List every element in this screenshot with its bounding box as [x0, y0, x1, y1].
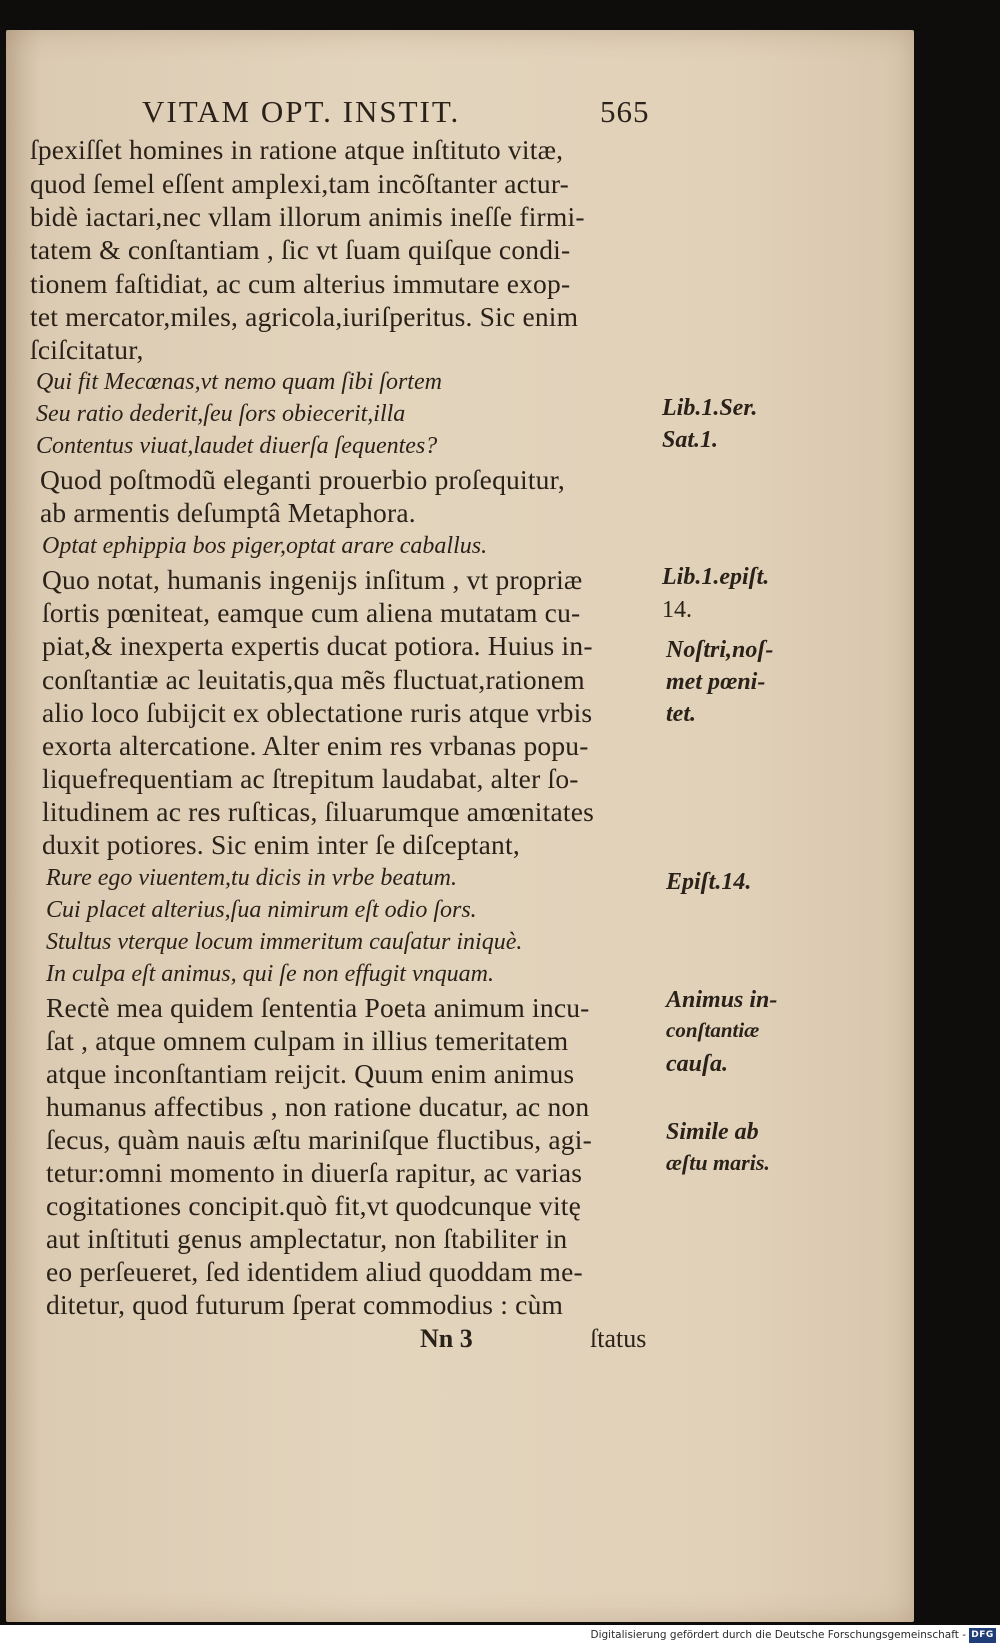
body-line: Rectè mea quidem ſententia Poeta animum incu-	[46, 992, 590, 1023]
verse-line: Stultus vterque locum immeritum cauſatur iniquè.	[46, 929, 523, 955]
body-line: atque inconſtantiam reijcit. Quum enim animus	[46, 1058, 575, 1089]
margin-note: met pœni-	[666, 669, 766, 695]
body-line: piat,& inexperta expertis ducat potiora. Huius in-	[42, 630, 593, 661]
margin-note: tet.	[666, 701, 696, 727]
body-line: ditetur, quod futurum ſperat commodius : cùm	[46, 1289, 564, 1320]
margin-note: Noſtri,noſ-	[666, 637, 774, 663]
margin-note: Simile ab	[666, 1119, 759, 1145]
margin-note: conſtantiæ	[666, 1018, 760, 1042]
body-line: exorta altercatione. Alter enim res vrbanas popu-	[42, 730, 589, 761]
verse-line: Contentus viuat,laudet diuerſa ſequentes?	[36, 433, 438, 459]
funding-notice: Digitalisierung gefördert durch die Deutsche Forschungsgemeinschaft -	[590, 1629, 966, 1641]
body-line: quod ſemel eſſent amplexi,tam incõſtanter actur-	[30, 168, 569, 199]
margin-note: cauſa.	[666, 1051, 728, 1077]
margin-note: Lib.1.Ser.	[662, 395, 758, 421]
book-page	[6, 30, 914, 1622]
verse-line: Rure ego viuentem,tu dicis in vrbe beatum.	[46, 865, 457, 891]
body-line: ſecus, quàm nauis æſtu mariniſque fluctibus, agi-	[46, 1124, 592, 1155]
verse-line: Seu ratio dederit,ſeu ſors obiecerit,illa	[36, 401, 406, 427]
body-line: ſortis pœniteat, eamque cum aliena mutatam cu-	[42, 597, 581, 628]
body-line: tet mercator,miles, agricola,iuriſperitus. Sic enim	[30, 301, 579, 332]
body-line: liquefrequentiam ac ſtrepitum laudabat, alter ſo-	[42, 763, 579, 794]
margin-note: Sat.1.	[662, 427, 719, 453]
verse-line: Optat ephippia bos piger,optat arare caballus.	[42, 533, 488, 559]
body-line: Quod poſtmodũ eleganti prouerbio proſequitur,	[40, 464, 565, 495]
body-line: tatem & conſtantiam , ſic vt ſuam quiſque condi-	[30, 234, 571, 265]
body-line: conſtantiæ ac leuitatis,qua mẽs fluctuat,rationem	[42, 664, 585, 695]
body-line: ab armentis deſumptâ Metaphora.	[40, 497, 416, 528]
body-line: duxit potiores. Sic enim inter ſe diſceptant,	[42, 829, 520, 860]
verse-line: Cui placet alterius,ſua nimirum eſt odio ſors.	[46, 897, 477, 923]
dfg-logo: DFG	[969, 1628, 996, 1643]
margin-note: æſtu maris.	[666, 1150, 770, 1175]
body-line: humanus affectibus , non ratione ducatur, ac non	[46, 1091, 590, 1122]
margin-note: 14.	[662, 597, 692, 623]
body-line: ſpexiſſet homines in ratione atque inſtituto vitæ,	[30, 134, 564, 165]
body-line: tetur:omni momento in diuerſa rapitur, ac varias	[46, 1157, 583, 1188]
catchword: ſtatus	[590, 1324, 647, 1353]
body-line: litudinem ac res ruſticas, ſiluarumque amœnitates	[42, 796, 594, 827]
running-title: VITAM OPT. INSTIT.	[142, 94, 461, 129]
body-line: ſat , atque omnem culpam in illius temeritatem	[46, 1025, 569, 1056]
signature-mark: Nn 3	[420, 1324, 473, 1353]
page-number: 565	[600, 94, 650, 129]
body-line: Quo notat, humanis ingenijs inſitum , vt propriæ	[42, 564, 583, 595]
body-line: bidè iactari,nec vllam illorum animis ineſſe firmi-	[30, 201, 585, 232]
digitization-footer	[0, 1625, 1000, 1647]
body-line: tionem faſtidiat, ac cum alterius immutare exop-	[30, 268, 571, 299]
margin-note: Animus in-	[666, 987, 778, 1013]
margin-note: Epiſt.14.	[666, 869, 752, 895]
body-line: eo perſeueret, ſed identidem aliud quoddam me-	[46, 1256, 583, 1287]
verse-line: Qui fit Mecœnas,vt nemo quam ſibi ſortem	[36, 369, 442, 395]
body-line: aut inſtituti genus amplectatur, non ſtabiliter in	[46, 1223, 568, 1254]
margin-note: Lib.1.epiſt.	[662, 564, 770, 590]
body-line: cogitationes concipit.quò fit,vt quodcunque vitę	[46, 1190, 582, 1221]
body-line: ſciſcitatur,	[30, 334, 144, 365]
body-line: alio loco ſubijcit ex oblectatione ruris atque vrbis	[42, 697, 593, 728]
verse-line: In culpa eſt animus, qui ſe non effugit vnquam.	[46, 961, 494, 987]
